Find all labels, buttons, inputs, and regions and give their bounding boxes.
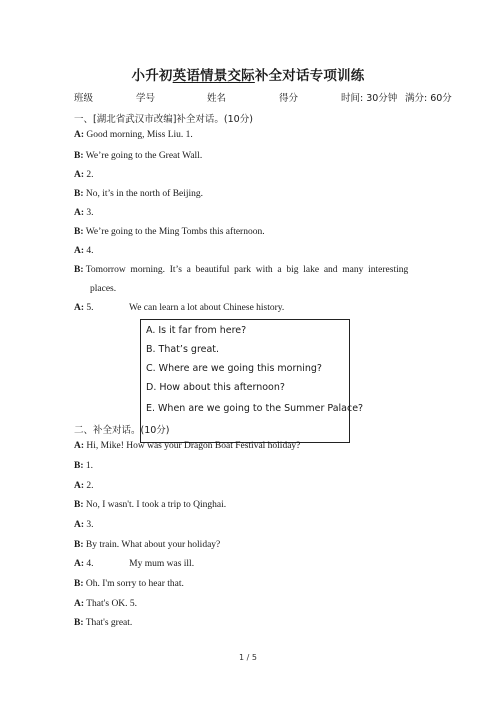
option-a: A. Is it far from here? [146,325,247,336]
dialogue-line: A: 2. [74,170,94,180]
dialogue-line: B: 1. [74,461,93,471]
title-part-3: 补全对话专项训练 [254,68,365,84]
options-box [140,319,364,443]
page-number: 1 / 5 [239,653,257,662]
dialogue-line: A: That's OK. 5. [74,599,138,609]
dialogue-line: B: No, it’s in the north of Beijing. [74,189,204,199]
dialogue-line: A: 2. [74,481,94,491]
dialogue-line: B: Tomorrow morning. It’s a beautiful park with a big lake and many interesting [74,265,409,275]
dialogue-line: A: Hi, Mike! How was your Dragon Boat Festival holiday? [74,441,301,451]
score-label: 得分 [279,93,299,104]
dialogue-line-continued: places. [90,284,117,294]
dialogue-line: B: We’re going to the Great Wall. [74,151,203,161]
option-e: E. When are we going to the Summer Palace? [146,403,364,414]
title-part-2: 英语情景交际 [172,68,255,84]
dialogue-line: A: 4. My mum was ill. [74,559,195,569]
option-d: D. How about this afternoon? [146,382,285,393]
dialogue-line: B: Oh. I'm sorry to hear that. [74,579,184,589]
title-part-1: 小升初 [131,68,173,84]
section1-heading: 一、[湖北省武汉市改编]补全对话。(10分) [74,114,253,125]
section2-heading: 二、补全对话。(10分) [74,425,170,436]
dialogue-line: A: Good morning, Miss Liu. 1. [74,130,193,140]
dialogue-line: A: 3. [74,520,94,530]
dialogue-line: A: 5. We can learn a lot about Chinese history. [74,303,285,313]
dialogue-line: B: That's great. [74,618,133,628]
page-title [0,64,496,84]
dialogue-line: B: By train. What about your holiday? [74,540,221,550]
dialogue-line: B: We’re going to the Ming Tombs this afternoon. [74,227,265,237]
option-b: B. That’s great. [146,344,220,355]
full-score-label: 满分: 60分 [405,93,452,104]
class-label: 班级 [74,93,94,104]
time-label: 时间: 30分钟 [341,93,398,104]
number-label: 学号 [136,93,156,104]
name-label: 姓名 [207,93,227,104]
info-bar [74,90,452,104]
dialogue-line: A: 3. [74,208,94,218]
dialogue-line: A: 4. [74,246,94,256]
option-c: C. Where are we going this morning? [146,363,322,374]
dialogue-line: B: No, I wasn't. I took a trip to Qinghai. [74,500,227,510]
